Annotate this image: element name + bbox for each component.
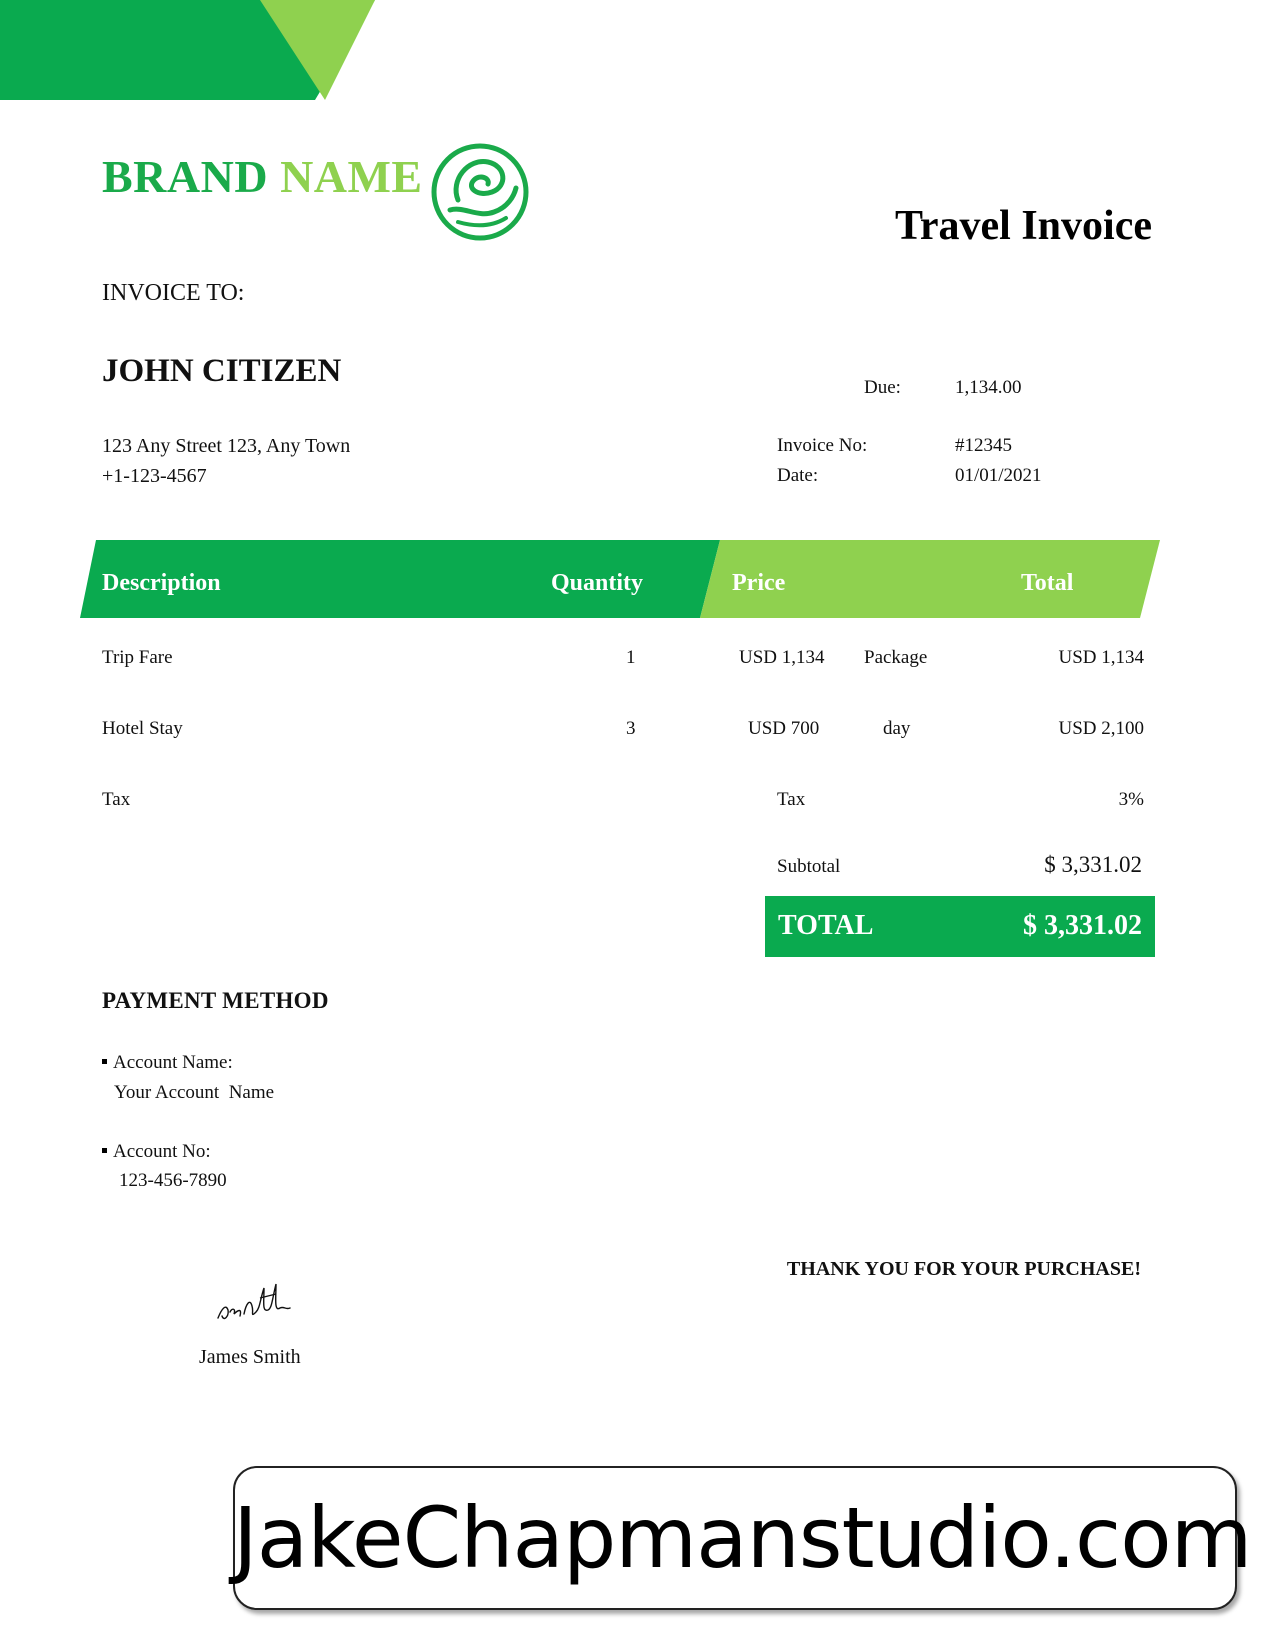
watermark-text: JakeChapmanstudio.com: [233, 1489, 1252, 1587]
brand-logo-icon: [428, 140, 532, 244]
row-2-quantity: 3: [626, 718, 636, 739]
date-label: Date:: [777, 465, 819, 486]
row-3-description: Tax: [102, 789, 131, 810]
row-2-description: Hotel Stay: [102, 718, 183, 739]
invoice-number-label: Invoice No:: [777, 435, 868, 456]
account-name-label-text: Account Name:: [113, 1052, 233, 1073]
column-header-quantity: Quantity: [551, 570, 644, 596]
date-value: 01/01/2021: [955, 465, 1042, 486]
row-3-price: Tax: [777, 789, 806, 810]
row-3-total: 3%: [1118, 789, 1144, 810]
row-2-price: USD 700: [748, 718, 820, 739]
row-1-total: USD 1,134: [1058, 647, 1144, 668]
row-1-unit: Package: [864, 647, 928, 668]
row-1-description: Trip Fare: [102, 647, 173, 668]
payment-method-title: PAYMENT METHOD: [102, 988, 329, 1013]
subtotal-label: Subtotal: [777, 856, 841, 877]
total-label: TOTAL: [778, 910, 874, 941]
row-2-unit: day: [883, 718, 911, 739]
brand-name: [102, 150, 423, 203]
due-value: 1,134.00: [955, 377, 1022, 398]
document-title: Travel Invoice: [894, 203, 1152, 249]
top-banner-decoration: [0, 0, 400, 100]
bullet-icon: [102, 1059, 107, 1064]
column-header-description: Description: [102, 570, 221, 596]
bullet-icon: [102, 1148, 107, 1153]
brand-word-1: BRAND: [102, 151, 269, 202]
row-1-price: USD 1,134: [739, 647, 825, 668]
account-name-label: [102, 1052, 233, 1074]
signature-image: [214, 1278, 294, 1328]
subtotal-value: $ 3,331.02: [1044, 852, 1142, 877]
account-name-value: Your Account Name: [114, 1082, 275, 1103]
column-header-total: Total: [1021, 570, 1074, 596]
invoice-number-value: #12345: [955, 435, 1012, 456]
due-label: Due:: [864, 377, 901, 398]
client-address: 123 Any Street 123, Any Town: [102, 435, 351, 457]
total-value: $ 3,331.02: [1023, 910, 1142, 941]
row-1-quantity: 1: [626, 647, 636, 668]
account-number-value: 123-456-7890: [119, 1170, 227, 1191]
account-number-label-text: Account No:: [113, 1141, 211, 1162]
column-header-price: Price: [732, 570, 786, 596]
invoice-to-heading: INVOICE TO:: [102, 280, 245, 306]
account-number-label: [102, 1141, 211, 1163]
thank-you-message: THANK YOU FOR YOUR PURCHASE!: [786, 1258, 1141, 1280]
signer-name: James Smith: [199, 1346, 301, 1368]
client-phone: +1-123-4567: [102, 465, 207, 487]
brand-word-2: NAME: [280, 151, 423, 202]
client-name: JOHN CITIZEN: [102, 353, 342, 389]
row-2-total: USD 2,100: [1058, 718, 1144, 739]
